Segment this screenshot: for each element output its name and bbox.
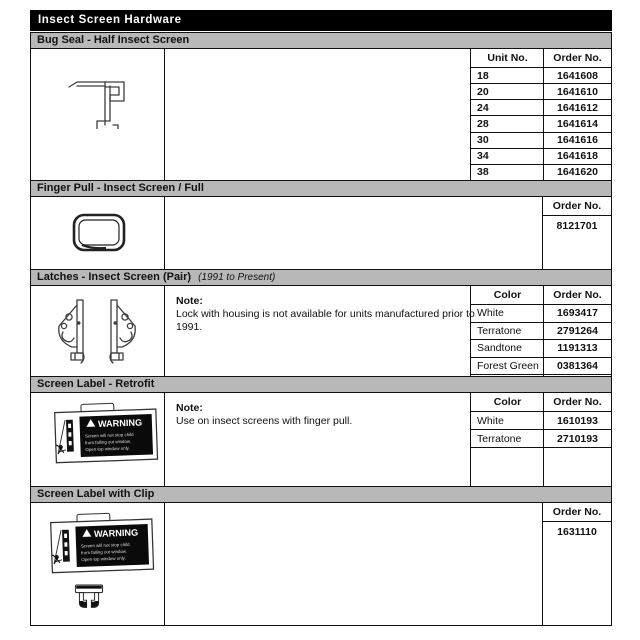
section-title: Screen Label with Clip: [37, 488, 155, 500]
table-header-row: [471, 49, 611, 68]
table-row: [471, 133, 611, 149]
section-bug-seal: [30, 32, 612, 181]
order-no-header: Order No.: [543, 503, 611, 522]
color-cell: White: [477, 307, 504, 320]
color-cell: White: [477, 414, 504, 427]
table-row: [471, 84, 611, 100]
warning-heading: WARNING: [93, 527, 139, 540]
section-body-screen-label-clip: [31, 503, 611, 625]
latches-note: [176, 295, 476, 334]
unit-no-cell: 24: [477, 101, 489, 114]
warning-line-2: from falling out window.: [81, 548, 128, 556]
screen-clip-image: [73, 583, 105, 611]
warning-heading: WARNING: [97, 417, 143, 430]
note-text: Lock with housing is not available for units manufactured prior to 1991.: [176, 308, 475, 333]
order-no-header: Order No.: [553, 289, 602, 301]
table-row: [471, 149, 611, 165]
order-no-cell: 2710193: [557, 432, 598, 445]
section-subtitle: (1991 to Present): [198, 272, 276, 283]
section-header-screen-label-clip: [31, 487, 611, 503]
warning-line-1: Screen will not stop child: [84, 431, 134, 439]
color-cell: Terratone: [477, 432, 522, 445]
order-no-cell: 1641612: [557, 101, 598, 114]
warning-label-image: [52, 400, 160, 466]
table-row: [471, 412, 611, 430]
unit-no-cell: 38: [477, 166, 489, 179]
column-divider: [164, 286, 165, 376]
order-no-cell: 1631110: [557, 526, 597, 538]
warning-line-3: Open top window only.: [81, 555, 126, 563]
order-no-header: Order No.: [553, 396, 602, 408]
warning-line-3: Open top window only.: [85, 445, 130, 453]
latch-pair-image: [47, 296, 147, 364]
section-title: Screen Label - Retrofit: [37, 378, 155, 390]
section-title: Latches - Insect Screen (Pair): [37, 271, 192, 283]
section-title: Finger Pull - Insect Screen / Full: [37, 182, 204, 194]
order-no-cell: 1641618: [557, 150, 598, 163]
table-row: [471, 116, 611, 132]
section-latches: [30, 269, 612, 377]
section-body-latches: [31, 286, 611, 376]
table-header-row: [471, 393, 611, 412]
section-screen-label-retrofit: [30, 376, 612, 487]
order-no-cell: 2791264: [557, 324, 598, 337]
section-title: Bug Seal - Half Insect Screen: [37, 34, 190, 46]
order-no-cell: 1641614: [557, 117, 598, 130]
section-header-bug-seal: [31, 33, 611, 49]
warning-line-1: Screen will not stop child: [80, 541, 130, 549]
section-body-screen-label-retrofit: [31, 393, 611, 486]
latches-table: [470, 286, 611, 376]
order-no-cell: 1641620: [557, 166, 598, 179]
section-header-screen-label-retrofit: [31, 377, 611, 393]
page-title: Insect Screen Hardware: [30, 10, 612, 31]
note-label: Note:: [176, 402, 203, 414]
order-no-header: Order No.: [553, 52, 602, 64]
column-divider: [164, 197, 165, 269]
table-row: [471, 430, 611, 448]
unit-no-cell: 28: [477, 117, 489, 130]
section-header-latches: [31, 270, 611, 286]
order-no-cell: 1191313: [557, 342, 598, 355]
order-no-cell: 1641610: [557, 85, 598, 98]
section-finger-pull: [30, 180, 612, 270]
column-divider: [164, 393, 165, 486]
color-header: Color: [493, 396, 522, 408]
unit-no-cell: 30: [477, 134, 489, 147]
section-header-finger-pull: [31, 181, 611, 197]
order-no-cell: 1693417: [557, 307, 598, 320]
unit-no-cell: 34: [477, 150, 489, 163]
table-row: [471, 340, 611, 358]
color-cell: Forest Green: [477, 359, 539, 372]
color-header: Color: [493, 289, 522, 301]
order-no-cell: 0381364: [557, 359, 598, 372]
unit-no-header: Unit No.: [487, 52, 528, 64]
table-row: [471, 358, 611, 376]
note-label: Note:: [176, 295, 203, 307]
table-row: [471, 305, 611, 323]
finger-pull-image: [71, 212, 127, 254]
color-cell: Sandtone: [477, 342, 522, 355]
section-body-finger-pull: [31, 197, 611, 269]
clip-leg-right: [91, 593, 98, 608]
section-screen-label-clip: [30, 486, 612, 626]
screen-label-clip-order-table: [542, 503, 611, 625]
bug-seal-profile-image: [66, 73, 128, 129]
warning-line-2: from falling out window.: [85, 438, 132, 446]
order-no-cell: 1641608: [557, 69, 598, 82]
color-cell: Terratone: [477, 324, 522, 337]
column-divider: [164, 503, 165, 625]
table-header-row: [471, 286, 611, 305]
catalog-page: [30, 10, 612, 626]
table-row: [471, 68, 611, 84]
order-no-cell: 1641616: [557, 134, 598, 147]
order-no-cell: 1610193: [557, 414, 598, 427]
unit-no-cell: 18: [477, 69, 489, 82]
finger-pull-order-table: [542, 197, 611, 269]
latch-right: [110, 300, 135, 363]
note-text: Use on insect screens with finger pull.: [176, 415, 353, 427]
column-divider: [164, 49, 165, 180]
unit-no-cell: 20: [477, 85, 489, 98]
bug-seal-table: [470, 49, 611, 180]
order-no-header: Order No.: [543, 197, 611, 216]
section-body-bug-seal: [31, 49, 611, 180]
screen-label-retrofit-note: [176, 402, 476, 428]
table-row: [471, 165, 611, 180]
screen-label-retrofit-table: [470, 393, 611, 486]
table-row: [471, 100, 611, 116]
warning-label-image: [48, 510, 156, 576]
order-no-cell: 8121701: [556, 220, 598, 232]
table-row: [471, 323, 611, 341]
